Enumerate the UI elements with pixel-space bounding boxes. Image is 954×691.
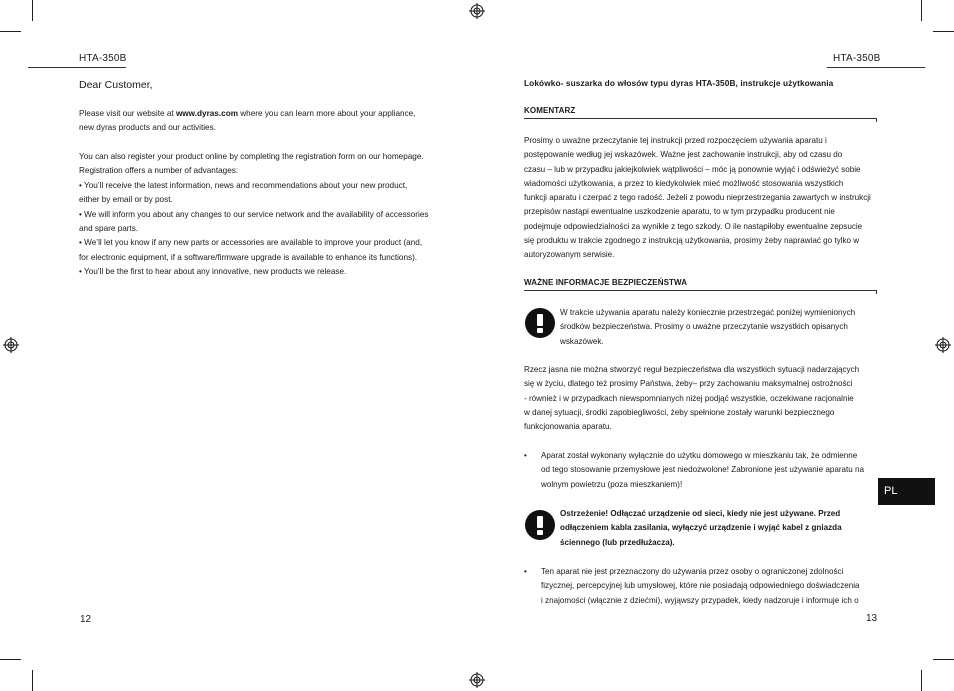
- text-line: funkcji aparatu i czerpać z tego radość. Jeżeli z powodu nieprzestrzegania zawartych w instrukcji: [524, 193, 871, 203]
- list-item-line: either by email or by post.: [79, 195, 173, 205]
- register-line-2: Registration offers a number of advantages:: [79, 166, 239, 176]
- advantages-list: [79, 179, 451, 280]
- text-line: Aparat został wykonany wyłącznie do użytku domowego w mieszkaniu tak, że odmienne: [541, 451, 858, 460]
- list-item: [79, 208, 451, 237]
- crop-mark: [921, 0, 922, 21]
- section-safety-heading: WAŻNE INFORMACJE BEZPIECZEŃSTWA: [524, 278, 688, 287]
- text-line: od tego stosowanie przemysłowe jest niedozwolone! Zabronione jest używanie aparatu na: [541, 465, 865, 475]
- text-line: W trakcie używania aparatu należy koniecznie przestrzegać poniżej wymienionych: [560, 308, 856, 317]
- greeting: Dear Customer,: [79, 79, 153, 91]
- language-tab-label: PL: [884, 485, 898, 497]
- list-item-text: [541, 449, 864, 492]
- crop-mark: [933, 31, 954, 32]
- right-page-number: 13: [866, 613, 878, 624]
- registration-mark-icon: [469, 672, 485, 688]
- section-rule-tick: [876, 118, 877, 122]
- text-line: Ostrzeżenie! Odłączać urządzenie od sieci, kiedy nie jest używane. Przed: [560, 509, 841, 518]
- crop-mark: [0, 659, 21, 660]
- text-line: podejmuje odpowiedzialności za wynikłe z tego szkody. O ile nastąpiłoby ewentualne zepsucie: [524, 221, 863, 231]
- list-item-line: and spare parts.: [79, 224, 139, 234]
- visit-prefix: Please visit our website at: [79, 109, 176, 118]
- list-item: [79, 179, 451, 208]
- right-model-header: HTA-350B: [833, 53, 881, 64]
- list-item-line: • You’ll be the first to hear about any innovative, new products we release.: [79, 267, 347, 277]
- unplug-warning-text: [560, 507, 876, 550]
- visit-suffix: where you can learn more about your appliance,: [237, 109, 416, 118]
- left-page-number: 12: [80, 614, 92, 625]
- safety-intro-text: [560, 306, 876, 349]
- list-item-line: for electronic equipment, if a software/firmware upgrade is available to enhance its functions).: [79, 252, 418, 262]
- left-model-header: HTA-350B: [79, 53, 127, 64]
- text-line: czasu – lub w przypadku jakiejkolwiek wątpliwości – móc ją ponownie wyjąć i odświeżyć sobie: [524, 164, 861, 174]
- section-rule: [524, 290, 877, 291]
- list-item: [524, 449, 876, 492]
- general-safety-paragraph: [524, 363, 876, 434]
- text-line: - również i w przypadkach niewspomnianych niżej podjąć wszystkie, oczekiwane racjonalnie: [524, 393, 854, 403]
- section-komentarz-heading: KOMENTARZ: [524, 106, 576, 115]
- exclamation-warning-icon: [525, 510, 555, 540]
- text-line: wiadomości użytkowania, a przez to kiedykolwiek mieć możliwość stosowania wszystkich: [524, 178, 844, 188]
- crop-mark: [933, 659, 954, 660]
- bullet-mark: •: [524, 451, 527, 460]
- list-item-text: [541, 565, 860, 608]
- text-line: wskazówek.: [560, 336, 604, 346]
- bullet-mark: •: [524, 567, 527, 576]
- text-line: się produktu w trakcie zgodnego z instrukcją użytkowania, prosimy żeby naprawiać go tylko w: [524, 236, 860, 246]
- visit-line-2: new dyras products and our activities.: [79, 123, 216, 133]
- komentarz-paragraph: [524, 134, 876, 263]
- text-line: autoryzowanym serwisie.: [524, 250, 615, 260]
- register-line-1: You can also register your product online by completing the registration form on our homepage.: [79, 152, 424, 161]
- right-header-rule: [827, 67, 925, 68]
- crop-mark: [32, 670, 33, 691]
- text-line: funkcjonowania aparatu.: [524, 422, 612, 432]
- text-line: fizycznej, percepcyjnej lub umysłowej, które nie posiadają odpowiedniego doświadczenia: [541, 581, 860, 591]
- document-title: Lokówko- suszarka do włosów typu dyras HTA-350B, instrukcje użytkowania: [524, 78, 834, 88]
- text-line: Rzecz jasna nie można stworzyć reguł bezpieczeństwa dla wszystkich sytuacji nadarzających: [524, 365, 860, 374]
- text-line: się w życiu, dlatego też prosimy Państwa, żeby– przy zachowaniu maksymalnej ostrożności: [524, 379, 853, 389]
- language-tab[interactable]: [878, 478, 935, 505]
- registration-paragraph: [79, 150, 451, 280]
- list-item: [79, 236, 451, 265]
- text-line: Prosimy o uważne przeczytanie tej instrukcji przed rozpoczęciem używania aparatu i: [524, 136, 827, 145]
- exclamation-warning-icon: [525, 308, 555, 338]
- registration-mark-icon: [3, 337, 19, 353]
- section-rule-tick: [876, 290, 877, 294]
- text-line: postępowanie według jej wskazówek. Ważne jest zachowanie instrukcji, aby od czasu do: [524, 150, 843, 160]
- list-item: [79, 265, 451, 279]
- text-line: w danej sytuacji, środki zapobiegliwości, żeby spełnione zostały warunki bezpiecznego: [524, 407, 835, 417]
- list-item-line: • You’ll receive the latest information, news and recommendations about your new product,: [79, 180, 408, 190]
- text-line: środków bezpieczeństwa. Prosimy o uważne przeczytanie wszystkich opisanych: [560, 322, 848, 332]
- text-line: ściennego (lub przedłużacza).: [560, 537, 675, 547]
- list-item-line: • We will inform you about any changes to our service network and the availability of accessories: [79, 209, 429, 219]
- registration-mark-icon: [935, 337, 951, 353]
- section-rule: [524, 118, 877, 119]
- text-line: i znajomości (włącznie z dziećmi), wyjąwszy przypadek, kiedy nadzoruje i informuje ich o: [541, 595, 859, 605]
- crop-mark: [32, 0, 33, 21]
- text-line: przepisów nastąpi ewentualne uszkodzenie aparatu, to w tym przypadku producent nie: [524, 207, 835, 217]
- crop-mark: [921, 670, 922, 691]
- text-line: wolnym powietrzu (poza mieszkaniem)!: [541, 479, 683, 489]
- website-link[interactable]: www.dyras.com: [175, 109, 238, 118]
- website-paragraph: [79, 107, 449, 136]
- text-line: odłączeniem kabla zasilania, wyłączyć urządzenie i wyjąć kabel z gniazda: [560, 523, 842, 533]
- list-item: [524, 565, 876, 608]
- list-item-line: • We’ll let you know if any new parts or accessories are available to improve your product (and,: [79, 238, 423, 248]
- crop-mark: [0, 31, 21, 32]
- left-header-rule: [28, 67, 126, 68]
- text-line: Ten aparat nie jest przeznaczony do używania przez osoby o ograniczonej zdolności: [541, 567, 844, 576]
- registration-mark-icon: [469, 3, 485, 19]
